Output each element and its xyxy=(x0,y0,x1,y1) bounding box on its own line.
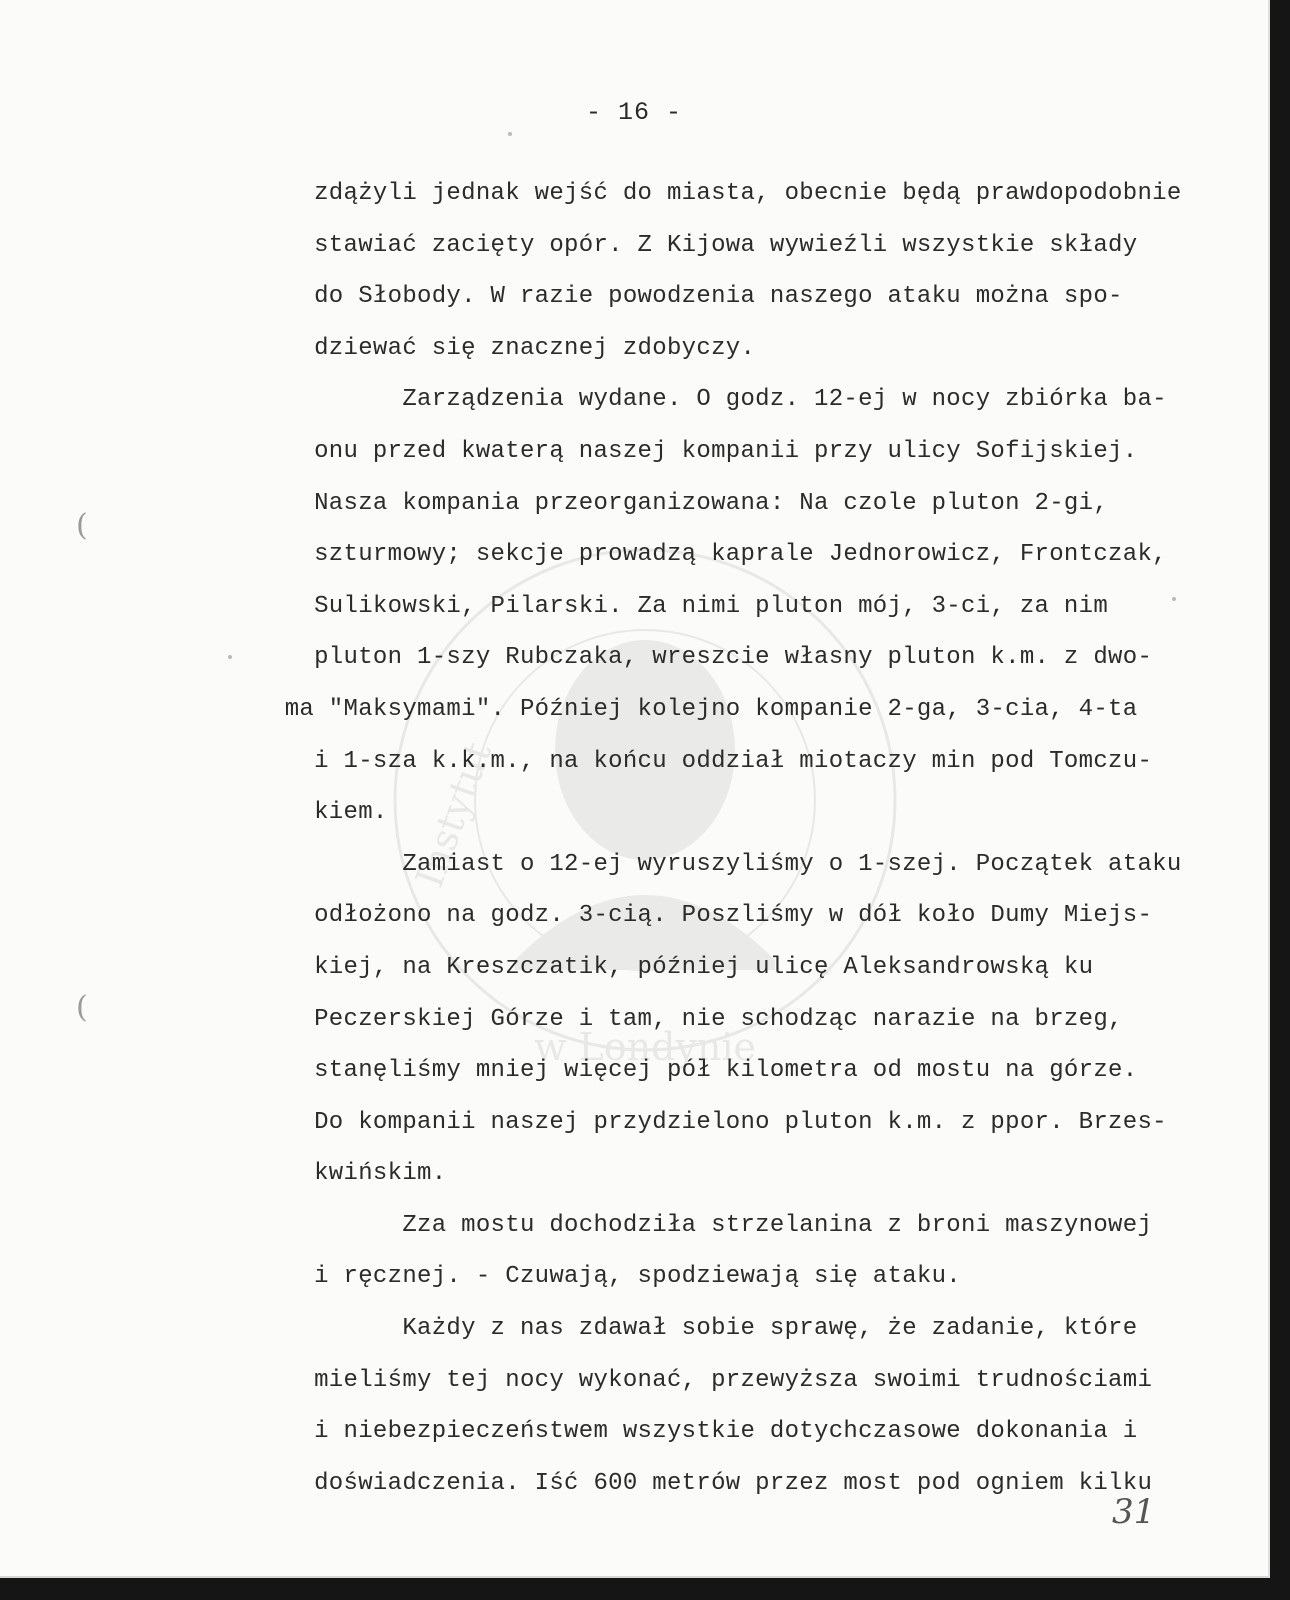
text-line: Peczerskiej Górze i tam, nie schodząc narazie na brzeg, xyxy=(270,1005,1123,1033)
text-line: stanęliśmy mniej więcej pół kilometra od mostu na górze. xyxy=(270,1057,1138,1085)
typed-text-body xyxy=(270,168,1200,1509)
scan-edge-right xyxy=(1270,0,1290,1600)
text-line: Zza mostu dochodziła strzelanina z broni maszynowej xyxy=(270,1211,1153,1239)
text-line: dziewać się znacznej zdobyczy. xyxy=(270,334,756,362)
text-line: szturmowy; sekcje prowadzą kaprale Jednorowicz, Frontczak, xyxy=(270,541,1167,569)
text-line: do Słobody. W razie powodzenia naszego ataku można spo- xyxy=(270,283,1123,311)
text-line: Każdy z nas zdawał sobie sprawę, że zadanie, które xyxy=(270,1315,1138,1343)
punch-hole-mark-top: ( xyxy=(76,508,88,543)
text-line: i ręcznej. - Czuwają, spodziewają się ataku. xyxy=(270,1263,962,1291)
speck xyxy=(1172,597,1176,601)
text-line: doświadczenia. Iść 600 metrów przez most pod ogniem kilku xyxy=(270,1469,1153,1497)
text-line: Nasza kompania przeorganizowana: Na czole pluton 2-gi, xyxy=(270,489,1109,517)
text-line: kiej, na Kreszczatik, później ulicę Aleksandrowską ku xyxy=(270,953,1094,981)
scan-edge-bottom xyxy=(0,1578,1290,1600)
text-line: zdążyli jednak wejść do miasta, obecnie będą prawdopodobnie xyxy=(270,180,1182,207)
text-line: ma "Maksymami". Później kolejno kompanie 2-ga, 3-cia, 4-ta xyxy=(270,695,1138,723)
text-line: i 1-sza k.k.m., na końcu oddział miotaczy min pod Tomczu- xyxy=(270,747,1153,775)
speck xyxy=(508,132,512,136)
text-line: kwińskim. xyxy=(270,1160,447,1188)
punch-hole-mark-bottom: ( xyxy=(76,990,88,1025)
svg-text:w Londynie: w Londynie xyxy=(533,1025,757,1069)
speck xyxy=(228,655,232,659)
text-line: Zamiast o 12-ej wyruszyliśmy o 1-szej. Początek ataku xyxy=(270,850,1182,878)
text-line: Zarządzenia wydane. O godz. 12-ej w nocy zbiórka ba- xyxy=(270,386,1167,414)
text-line: pluton 1-szy Rubczaka, wreszcie własny pluton k.m. z dwo- xyxy=(270,644,1153,672)
handwritten-folio-number: 31 xyxy=(1112,1492,1156,1532)
text-line: onu przed kwaterą naszej kompanii przy ulicy Sofijskiej. xyxy=(270,437,1138,465)
text-line: mieliśmy tej nocy wykonać, przewyższa swoimi trudnościami xyxy=(270,1366,1153,1394)
text-line: Sulikowski, Pilarski. Za nimi pluton mój, 3-ci, za nim xyxy=(270,592,1109,620)
text-line: i niebezpieczeństwem wszystkie dotychczasowe dokonania i xyxy=(270,1418,1138,1446)
page-number: - 16 - xyxy=(585,98,682,127)
svg-text:Instytut: Instytut xyxy=(407,736,501,894)
text-line: Do kompanii naszej przydzielono pluton k.m. z ppor. Brzes- xyxy=(270,1108,1167,1136)
text-line: kiem. xyxy=(270,799,388,827)
text-line: odłożono na godz. 3-cią. Poszliśmy w dół koło Dumy Miejs- xyxy=(270,902,1153,930)
text-line: stawiać zacięty opór. Z Kijowa wywieźli wszystkie składy xyxy=(270,231,1138,259)
